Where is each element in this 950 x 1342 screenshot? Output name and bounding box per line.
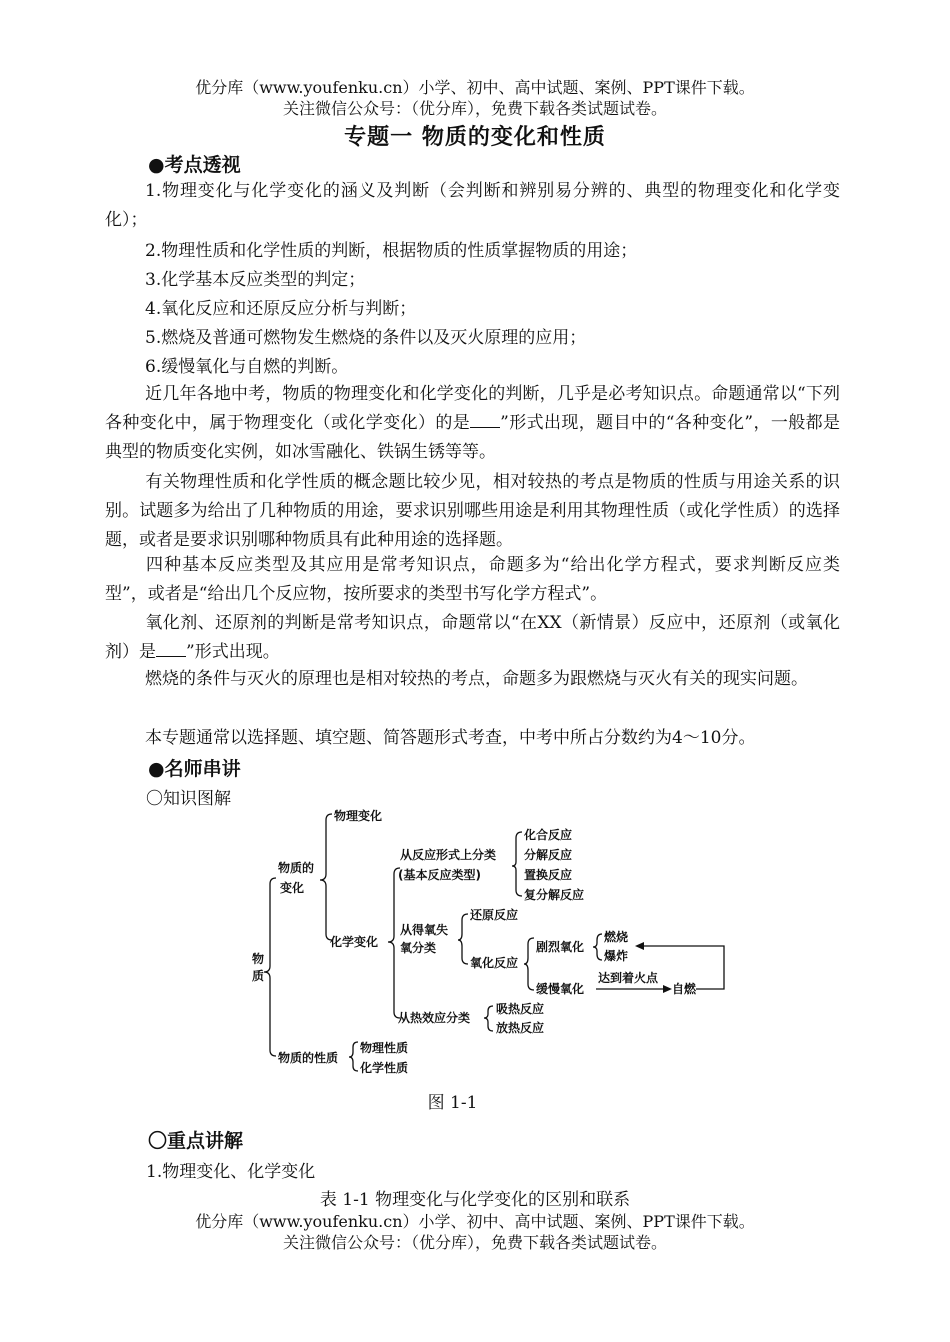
paragraph-5 (105, 665, 840, 694)
list-item-3: 3.化学基本反应类型的判定； (145, 270, 366, 290)
node-chemical-property: 化学性质 (360, 1061, 409, 1075)
node-chemical-change: 化学变化 (330, 935, 379, 949)
node-form-class: 从反应形式上分类 (400, 848, 497, 862)
paragraph-1 (105, 380, 840, 468)
list-item-4: 4.氧化反应和还原反应分析与判断； (145, 299, 417, 319)
figure-caption: 图 1-1 (427, 1093, 478, 1113)
section-heading-mingshi: ●名师串讲 (148, 758, 241, 780)
paragraph-6 (105, 724, 840, 753)
list-item-1 (105, 177, 840, 235)
node-root-1: 物 (252, 952, 265, 966)
node-exothermic: 放热反应 (496, 1021, 545, 1035)
node-endothermic: 吸热反应 (496, 1002, 545, 1016)
node-oxidation: 氧化反应 (470, 956, 519, 970)
section-heading-zhongdian: 〇重点讲解 (148, 1130, 244, 1152)
node-vigorous-oxidation: 剧烈氧化 (536, 940, 585, 954)
paragraph-2-text: 有关物理性质和化学性质的概念题比较少见，相对较热的考点是物质的性质与用途关系的识别。试题多为给出了几种物质的用途，要求识别哪些用途是利用其物理性质（或化学性质）的选择题，或者是要求识别哪种物质具有此种用途的选择题。 (105, 472, 840, 551)
node-slow-oxidation: 缓慢氧化 (536, 982, 585, 996)
node-change-2: 变化 (280, 881, 305, 895)
arrow-head-icon (663, 985, 672, 993)
paragraph-3 (105, 551, 840, 609)
paragraph-4-part-b: ”形式出现。 (186, 642, 280, 663)
paragraph-1-part-a: 近几年各地中考，物质的物理变化和化学变化的判断，几乎是必考知识点。命题通常以“下列各种变化中，属于物理变化（或化学变化）的是 (105, 384, 840, 434)
paragraph-1-part-b: ”形式出现，题目中的“各种变化”，一般都是典型的物质变化实例，如冰雪融化、铁锅生锈等等。 (105, 413, 840, 463)
node-explosion: 爆炸 (604, 949, 629, 963)
page-title: 专题一 物质的变化和性质 (344, 124, 606, 150)
node-spontaneous-combustion: 自燃 (672, 982, 697, 996)
section-heading-kaodian: ●考点透视 (148, 154, 241, 176)
node-root-2: 质 (252, 969, 265, 983)
node-displacement: 置换反应 (524, 868, 573, 882)
node-decomposition: 分解反应 (524, 848, 573, 862)
node-double-decomposition: 复分解反应 (524, 888, 585, 902)
node-heat-class: 从热效应分类 (398, 1011, 471, 1025)
node-physical-property: 物理性质 (360, 1041, 409, 1055)
list-item-text: 1.物理变化与化学变化的涵义及判断（会判断和辨别易分辨的、典型的物理变化和化学变化）； (105, 181, 840, 231)
header-line-2: 关注微信公众号：（优分库），免费下载各类试题试卷。 (282, 99, 667, 118)
footer-line-1: 优分库（www.youfenku.cn）小学、初中、高中试题、案例、PPT课件下载。 (195, 1212, 755, 1231)
paragraph-2 (105, 468, 840, 556)
node-combination: 化合反应 (524, 828, 573, 842)
node-ignition-point: 达到着火点 (598, 971, 659, 985)
subsection-item-1: 1.物理变化、化学变化 (146, 1162, 316, 1182)
subheading-knowledge-map: 〇知识图解 (146, 789, 231, 809)
node-oxy-class-2: 氧分类 (400, 941, 437, 955)
footer-line-2: 关注微信公众号：（优分库），免费下载各类试题试卷。 (282, 1233, 667, 1252)
paragraph-6-text: 本专题通常以选择题、填空题、简答题形式考查，中考中所占分数约为4～10分。 (145, 728, 756, 748)
header-line-1: 优分库（www.youfenku.cn）小学、初中、高中试题、案例、PPT课件下载。 (195, 78, 755, 97)
paragraph-3-text: 四种基本反应类型及其应用是常考知识点，命题多为“给出化学方程式，要求判断反应类型”，或者是“给出几个反应物，按所要求的类型书写化学方程式”。 (105, 555, 840, 605)
paragraph-5-text: 燃烧的条件与灭火的原理也是相对较热的考点，命题多为跟燃烧与灭火有关的现实问题。 (145, 669, 808, 689)
list-item-5: 5.燃烧及普通可燃物发生燃烧的条件以及灭火原理的应用； (145, 328, 587, 348)
paragraph-4-part-a: 氧化剂、还原剂的判断是常考知识点，命题常以“在XX（新情景）反应中，还原剂（或氧化剂）是 (105, 613, 840, 663)
list-item-6: 6.缓慢氧化与自燃的判断。 (145, 357, 349, 377)
list-item-2: 2.物理性质和化学性质的判断，根据物质的性质掌握物质的用途； (145, 241, 638, 261)
answer-blank (156, 642, 186, 657)
node-physical-change: 物理变化 (334, 809, 383, 823)
answer-blank (470, 413, 500, 428)
node-basic-types: (基本反应类型) (398, 868, 481, 882)
node-burning: 燃烧 (604, 930, 629, 944)
arrow-head-icon (635, 942, 644, 950)
knowledge-diagram (240, 800, 730, 1085)
table-caption: 表 1-1 物理变化与化学变化的区别和联系 (319, 1190, 631, 1210)
node-change-1: 物质的 (278, 861, 315, 875)
node-properties: 物质的性质 (278, 1051, 339, 1065)
node-oxy-class-1: 从得氧失 (400, 923, 449, 937)
paragraph-4 (105, 609, 840, 667)
node-reduction: 还原反应 (470, 908, 519, 922)
